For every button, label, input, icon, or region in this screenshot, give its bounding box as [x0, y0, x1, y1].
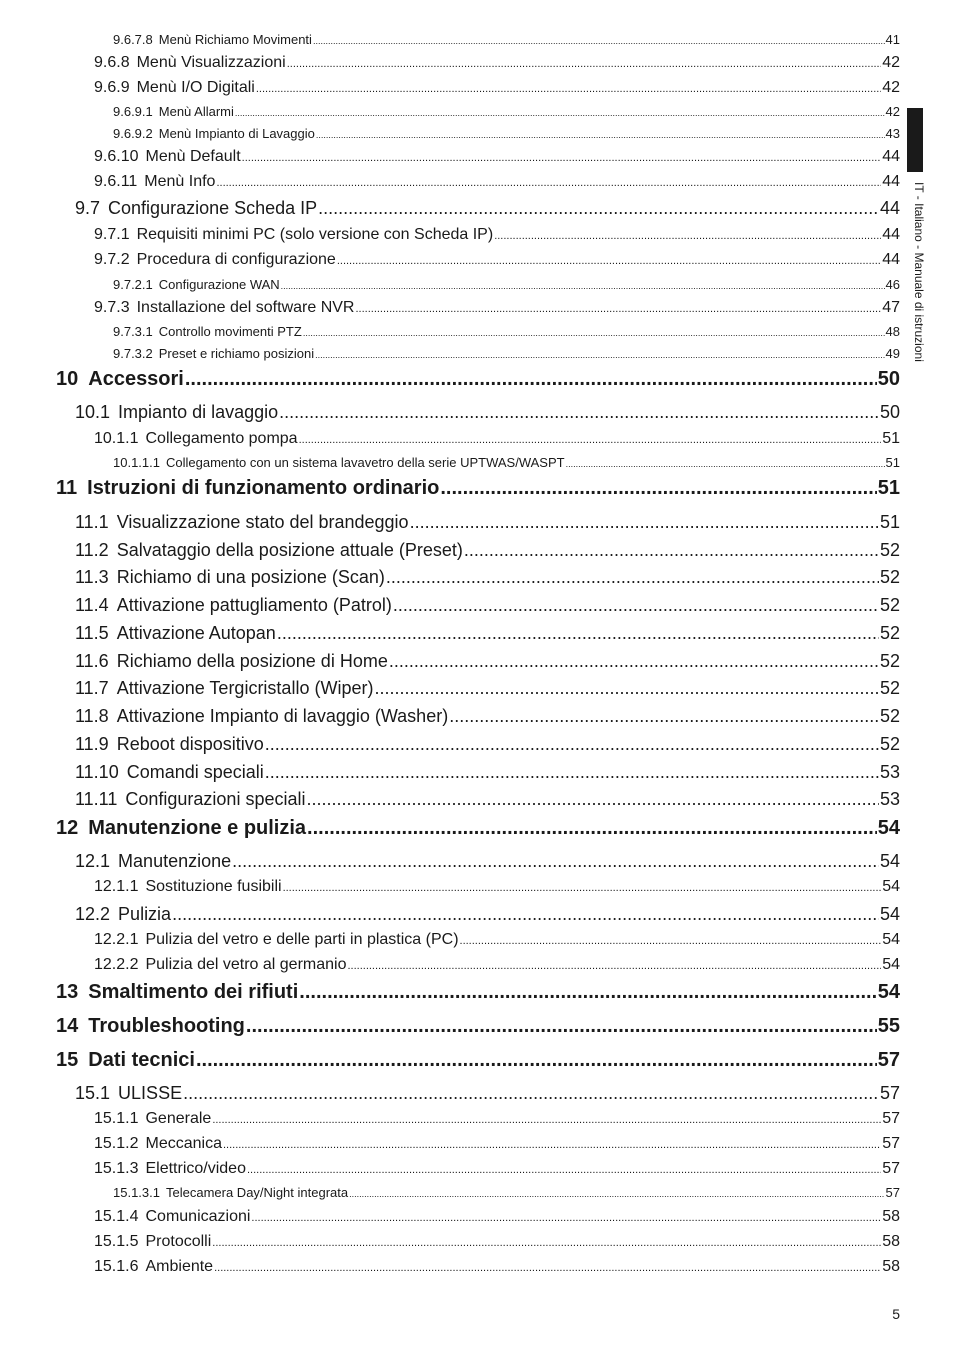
toc-entry-number: 9.6.10 — [94, 147, 139, 165]
toc-entry-page: 55 — [877, 1015, 900, 1037]
toc-entry-page: 52 — [879, 677, 900, 698]
toc-entry-title: Menù Info — [144, 172, 216, 190]
toc-entry-page: 51 — [879, 511, 900, 532]
toc-entry-number: 15.1.2 — [94, 1134, 139, 1152]
toc-entry[interactable] — [94, 172, 900, 193]
toc-entry-title: Menù I/O Digitali — [136, 78, 255, 96]
toc-entry-page: 52 — [879, 650, 900, 671]
dot-leader — [256, 79, 881, 99]
toc-entry-title: Comunicazioni — [145, 1207, 251, 1225]
dot-leader — [464, 539, 879, 561]
toc-entry[interactable] — [56, 1048, 900, 1072]
toc-entry-number: 9.7.3 — [94, 298, 130, 316]
toc-entry-page: 42 — [885, 104, 900, 120]
toc-entry-title: Meccanica — [145, 1134, 222, 1152]
dot-leader — [347, 956, 881, 976]
sidebar-label: IT - Italiano - Manuale di istruzioni — [912, 182, 926, 362]
toc-entry-number: 14 — [56, 1015, 79, 1037]
toc-entry-title: Elettrico/video — [145, 1159, 246, 1177]
toc-entry[interactable] — [94, 877, 900, 898]
dot-leader — [242, 148, 882, 168]
toc-entry-page: 58 — [882, 1207, 900, 1225]
toc-entry-number: 11.11 — [75, 788, 118, 809]
section-tab-marker — [907, 108, 923, 172]
toc-entry-title: Generale — [145, 1109, 212, 1127]
toc-entry-page: 42 — [882, 53, 900, 71]
toc-entry-page: 44 — [882, 225, 900, 243]
toc-entry-page: 49 — [885, 346, 900, 362]
toc-entry-title: Attivazione Tergicristallo (Wiper) — [116, 677, 374, 698]
dot-leader — [449, 705, 879, 727]
toc-entry-page: 53 — [879, 788, 900, 809]
toc-entry[interactable] — [56, 980, 900, 1004]
toc-entry-title: Collegamento con un sistema lavavetro della serie UPTWAS/WASPT — [166, 455, 565, 471]
toc-entry-title: Comandi speciali — [126, 761, 264, 782]
toc-entry-number: 9.7.3.2 — [113, 346, 153, 362]
toc-entry-title: Menù Impianto di Lavaggio — [158, 126, 315, 142]
dot-leader — [337, 251, 881, 271]
toc-entry-title: Telecamera Day/Night integrata — [166, 1185, 349, 1201]
toc-entry-page: 54 — [879, 850, 900, 871]
toc-entry-number: 11.4 — [75, 594, 109, 615]
toc-entry-title: Protocolli — [145, 1232, 212, 1250]
toc-entry-title: Attivazione Impianto di lavaggio (Washer) — [116, 705, 449, 726]
toc-entry-title: Reboot dispositivo — [116, 733, 264, 754]
toc-entry[interactable] — [113, 103, 900, 122]
toc-entry-number: 9.6.7.8 — [113, 32, 153, 48]
toc-entry-number: 9.7.2 — [94, 250, 130, 268]
toc-entry-page: 54 — [882, 930, 900, 948]
dot-leader — [494, 226, 881, 246]
toc-entry-page: 52 — [879, 705, 900, 726]
toc-entry-title: Menù Visualizzazioni — [136, 53, 286, 71]
toc-entry-page: 58 — [882, 1232, 900, 1250]
toc-entry-number: 15.1.3.1 — [113, 1185, 160, 1201]
toc-entry[interactable] — [75, 622, 900, 644]
toc-entry[interactable] — [94, 1207, 900, 1228]
dot-leader — [232, 850, 879, 872]
toc-entry-title: Configurazione WAN — [158, 277, 280, 293]
toc-entry[interactable] — [113, 31, 900, 50]
toc-entry-title: Configurazioni speciali — [125, 788, 306, 809]
toc-entry-page: 51 — [885, 455, 900, 471]
toc-entry-number: 12.2 — [75, 903, 111, 924]
dot-leader — [235, 105, 885, 122]
toc-entry-title: Pulizia del vetro e delle parti in plastica (PC) — [145, 930, 459, 948]
toc-entry-number: 10 — [56, 368, 79, 390]
toc-entry-page: 44 — [879, 197, 900, 218]
toc-entry[interactable] — [56, 367, 900, 391]
toc-entry[interactable] — [75, 1082, 900, 1104]
dot-leader — [393, 594, 879, 616]
toc-entry-number: 11.8 — [75, 705, 109, 726]
toc-entry-title: Ambiente — [145, 1257, 214, 1275]
toc-entry-title: Pulizia del vetro al germanio — [145, 955, 347, 973]
dot-leader — [460, 931, 882, 951]
toc-entry-number: 10.1.1.1 — [113, 455, 160, 471]
toc-entry[interactable] — [75, 594, 900, 616]
dot-leader — [251, 1208, 881, 1228]
toc-entry-number: 9.7.3.1 — [113, 324, 153, 340]
toc-entry-number: 12.2.2 — [94, 955, 139, 973]
dot-leader — [355, 299, 881, 319]
toc-entry-title: Collegamento pompa — [145, 429, 298, 447]
dot-leader — [316, 127, 885, 144]
toc-entry[interactable] — [56, 1014, 900, 1038]
toc-entry[interactable] — [75, 903, 900, 925]
toc-entry[interactable] — [94, 955, 900, 976]
toc-entry[interactable] — [94, 53, 900, 74]
toc-entry[interactable] — [75, 650, 900, 672]
toc-entry-number: 9.6.9.2 — [113, 126, 153, 142]
toc-entry[interactable] — [94, 1232, 900, 1253]
toc-entry-page: 57 — [882, 1134, 900, 1152]
dot-leader — [440, 476, 876, 500]
toc-entry-page: 52 — [879, 622, 900, 643]
toc-entry-number: 11.9 — [75, 733, 109, 754]
toc-entry-page: 50 — [877, 368, 900, 390]
toc-entry[interactable] — [75, 197, 900, 219]
toc-entry-title: Controllo movimenti PTZ — [158, 324, 302, 340]
toc-entry-page: 46 — [885, 277, 900, 293]
dot-leader — [313, 33, 885, 50]
toc-entry-page: 54 — [882, 955, 900, 973]
dot-leader — [303, 325, 885, 342]
toc-entry-number: 9.6.11 — [94, 172, 138, 190]
toc-entry-title: Procedura di configurazione — [136, 250, 336, 268]
toc-entry-title: Sostituzione fusibili — [145, 877, 282, 895]
toc-entry-title: Istruzioni di funzionamento ordinario — [87, 477, 440, 499]
toc-entry-page: 51 — [882, 429, 900, 447]
dot-leader — [410, 511, 879, 533]
toc-entry-page: 44 — [882, 250, 900, 268]
toc-entry[interactable] — [94, 1134, 900, 1155]
dot-leader — [185, 367, 877, 391]
toc-entry-page: 47 — [882, 298, 900, 316]
toc-entry-page: 57 — [885, 1185, 900, 1201]
toc-entry[interactable] — [94, 1109, 900, 1130]
toc-entry-number: 9.6.8 — [94, 53, 130, 71]
toc-entry-title: Impianto di lavaggio — [118, 401, 279, 422]
dot-leader — [386, 566, 879, 588]
dot-leader — [265, 761, 879, 783]
toc-entry-number: 15.1.5 — [94, 1232, 139, 1250]
toc-entry-number: 15.1.3 — [94, 1159, 139, 1177]
dot-leader — [374, 677, 879, 699]
toc-entry-page: 54 — [882, 877, 900, 895]
toc-entry-title: Menù Allarmi — [158, 104, 234, 120]
toc-entry-number: 10.1.1 — [94, 429, 139, 447]
dot-leader — [216, 173, 881, 193]
toc-entry-page: 52 — [879, 539, 900, 560]
toc-entry-title: Richiamo di una posizione (Scan) — [116, 566, 385, 587]
toc-entry[interactable] — [75, 850, 900, 872]
toc-entry-title: Visualizzazione stato del brandeggio — [116, 511, 409, 532]
toc-entry-number: 11 — [56, 477, 78, 499]
page-number: 5 — [892, 1306, 900, 1322]
toc-entry-number: 11.1 — [75, 511, 109, 532]
dot-leader — [299, 430, 882, 450]
toc-entry-number: 12 — [56, 817, 79, 839]
toc-entry-page: 54 — [877, 981, 900, 1003]
toc-entry-number: 12.1 — [75, 850, 111, 871]
toc-entry-number: 9.7.2.1 — [113, 277, 153, 293]
toc-entry-page: 44 — [882, 172, 900, 190]
toc-entry-title: Attivazione Autopan — [116, 622, 276, 643]
toc-entry[interactable] — [113, 276, 900, 295]
toc-entry-number: 15.1.4 — [94, 1207, 139, 1225]
toc-entry-number: 15.1 — [75, 1082, 111, 1103]
dot-leader — [279, 401, 879, 423]
toc-entry-title: Dati tecnici — [88, 1049, 195, 1071]
dot-leader — [214, 1258, 881, 1278]
dot-leader — [247, 1160, 881, 1180]
toc-entry[interactable] — [113, 125, 900, 144]
toc-entry[interactable] — [94, 225, 900, 246]
toc-entry[interactable] — [94, 250, 900, 271]
toc-entry-title: Attivazione pattugliamento (Patrol) — [116, 594, 392, 615]
toc-entry[interactable] — [75, 733, 900, 755]
dot-leader — [223, 1135, 881, 1155]
toc-entry-number: 11.10 — [75, 761, 119, 782]
toc-entry[interactable] — [94, 429, 900, 450]
toc-entry[interactable] — [94, 1159, 900, 1180]
toc-entry-title: Troubleshooting — [88, 1015, 245, 1037]
toc-entry-number: 9.7.1 — [94, 225, 130, 243]
toc-entry[interactable] — [113, 1184, 900, 1203]
toc-entry-page: 54 — [879, 903, 900, 924]
toc-entry-title: Manutenzione — [118, 850, 232, 871]
toc-entry-title: Smaltimento dei rifiuti — [88, 981, 299, 1003]
toc-entry-number: 9.7 — [75, 197, 101, 218]
toc-entry[interactable] — [94, 298, 900, 319]
toc-entry-number: 11.7 — [75, 677, 109, 698]
dot-leader — [389, 650, 879, 672]
toc-entry-title: Pulizia — [118, 903, 172, 924]
toc-entry-title: Menù Default — [145, 147, 241, 165]
dot-leader — [172, 903, 879, 925]
toc-entry-title: Installazione del software NVR — [136, 298, 355, 316]
toc-entry[interactable] — [94, 1257, 900, 1278]
toc-entry[interactable] — [56, 476, 900, 500]
dot-leader — [212, 1110, 881, 1130]
toc-entry[interactable] — [56, 816, 900, 840]
toc-entry-page: 57 — [882, 1159, 900, 1177]
toc-entry-title: Menù Richiamo Movimenti — [158, 32, 312, 48]
toc-entry-number: 15.1.6 — [94, 1257, 139, 1275]
dot-leader — [306, 788, 878, 810]
dot-leader — [212, 1233, 881, 1253]
toc-entry-number: 11.6 — [75, 650, 109, 671]
toc-entry-page: 52 — [879, 594, 900, 615]
dot-leader — [281, 278, 885, 295]
toc-entry-title: Richiamo della posizione di Home — [116, 650, 388, 671]
toc-entry-page: 41 — [885, 32, 900, 48]
toc-entry-number: 13 — [56, 981, 79, 1003]
toc-entry[interactable] — [94, 78, 900, 99]
toc-entry-title: Salvataggio della posizione attuale (Preset) — [116, 539, 463, 560]
dot-leader — [277, 622, 879, 644]
toc-entry[interactable] — [75, 761, 900, 783]
toc-entry-page: 42 — [882, 78, 900, 96]
toc-entry-page: 43 — [885, 126, 900, 142]
toc-entry-number: 11.3 — [75, 566, 109, 587]
dot-leader — [246, 1014, 877, 1038]
toc-entry[interactable] — [75, 539, 900, 561]
toc-entry[interactable] — [113, 454, 900, 473]
dot-leader — [307, 816, 877, 840]
toc-entry-title: Manutenzione e pulizia — [88, 817, 307, 839]
toc-entry-number: 10.1 — [75, 401, 111, 422]
toc-entry-number: 12.1.1 — [94, 877, 139, 895]
dot-leader — [287, 54, 881, 74]
dot-leader — [349, 1186, 884, 1203]
toc-entry-page: 53 — [879, 761, 900, 782]
toc-entry-number: 11.2 — [75, 539, 109, 560]
toc-entry-page: 54 — [877, 817, 900, 839]
dot-leader — [299, 980, 876, 1004]
dot-leader — [183, 1082, 879, 1104]
toc-entry-number: 9.6.9.1 — [113, 104, 153, 120]
toc-entry-page: 48 — [885, 324, 900, 340]
toc-entry-number: 12.2.1 — [94, 930, 139, 948]
toc-entry[interactable] — [75, 566, 900, 588]
dot-leader — [318, 197, 879, 219]
toc-entry-page: 50 — [879, 401, 900, 422]
toc-entry[interactable] — [75, 677, 900, 699]
toc-entry-page: 57 — [882, 1109, 900, 1127]
dot-leader — [315, 347, 884, 364]
toc-entry-number: 9.6.9 — [94, 78, 130, 96]
toc-entry-title: ULISSE — [118, 1082, 183, 1103]
toc-entry-title: Requisiti minimi PC (solo versione con Scheda IP) — [136, 225, 494, 243]
toc-entry[interactable] — [94, 930, 900, 951]
toc-entry[interactable] — [94, 147, 900, 168]
toc-entry-page: 57 — [879, 1082, 900, 1103]
toc-entry-number: 15.1.1 — [94, 1109, 139, 1127]
toc-entry-title: Configurazione Scheda IP — [108, 197, 318, 218]
toc-entry[interactable] — [75, 788, 900, 810]
toc-entry-page: 58 — [882, 1257, 900, 1275]
toc-entry-page: 44 — [882, 147, 900, 165]
toc-entry-page: 52 — [879, 733, 900, 754]
toc-entry[interactable] — [113, 323, 900, 342]
toc-entry-number: 11.5 — [75, 622, 109, 643]
toc-entry-title: Accessori — [88, 368, 184, 390]
toc-entry[interactable] — [75, 401, 900, 423]
toc-entry-page: 51 — [877, 477, 900, 499]
toc-entry-page: 52 — [879, 566, 900, 587]
dot-leader — [566, 456, 885, 473]
toc-entry[interactable] — [75, 511, 900, 533]
dot-leader — [265, 733, 879, 755]
toc-entry[interactable] — [113, 345, 900, 364]
dot-leader — [196, 1048, 877, 1072]
dot-leader — [283, 878, 882, 898]
toc-entry-number: 15 — [56, 1049, 79, 1071]
toc-entry[interactable] — [75, 705, 900, 727]
toc-entry-page: 57 — [877, 1049, 900, 1071]
toc-entry-title: Preset e richiamo posizioni — [158, 346, 315, 362]
